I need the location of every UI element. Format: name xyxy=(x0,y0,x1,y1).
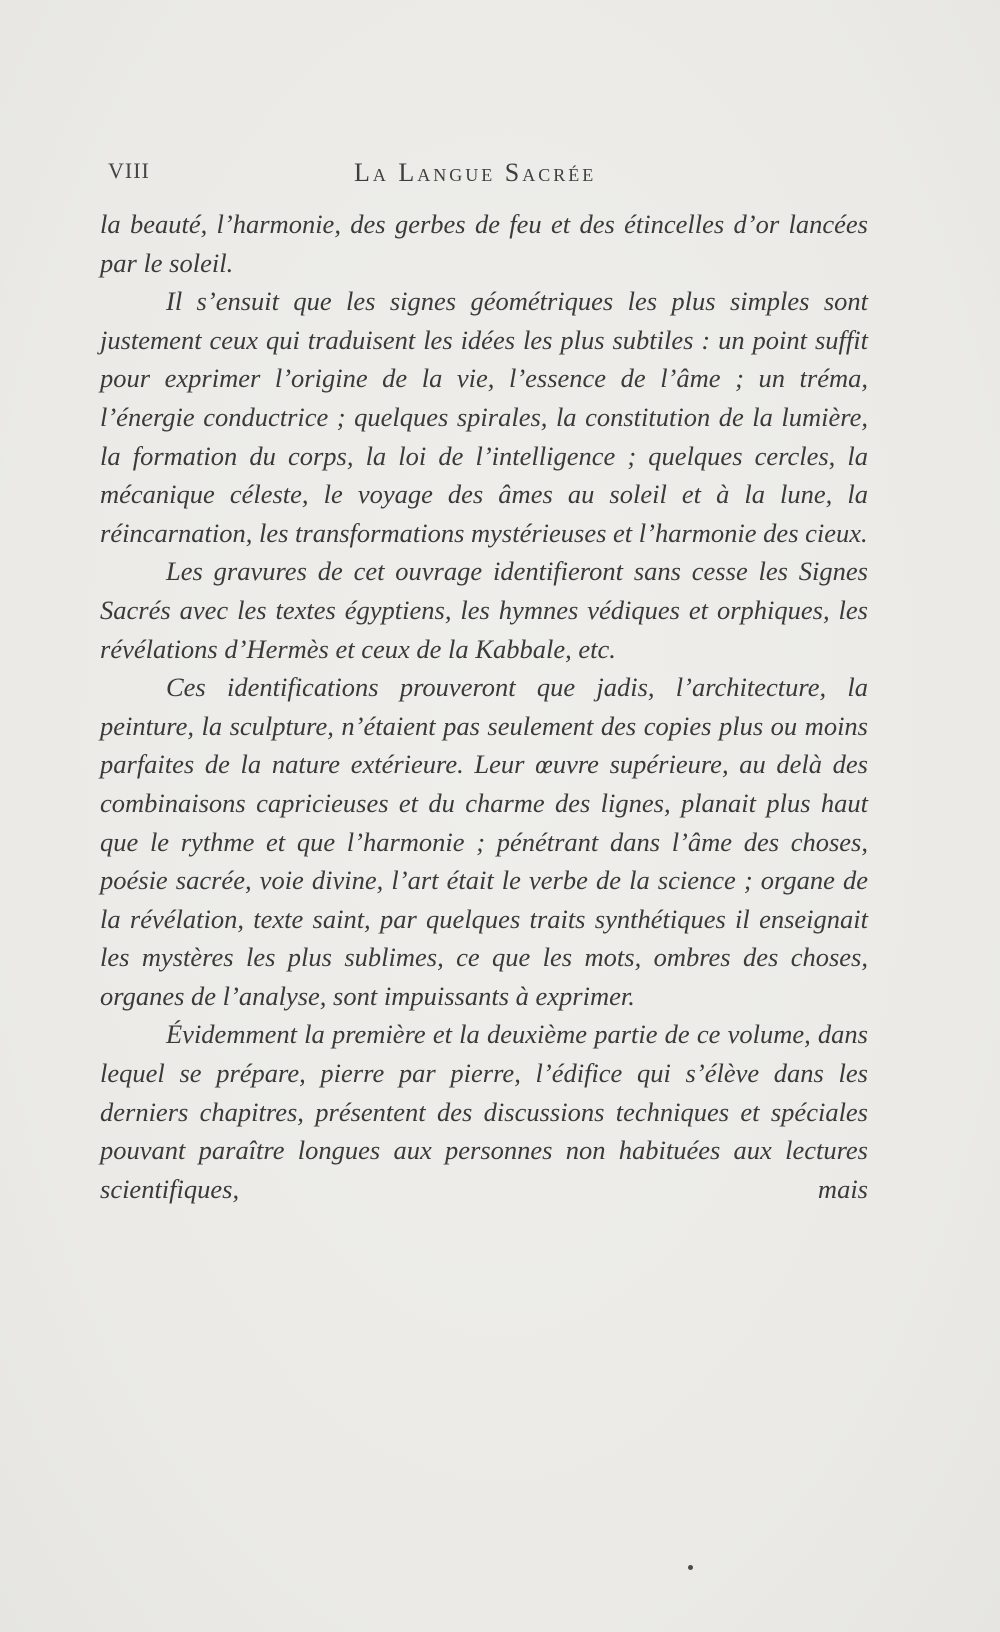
running-title: La Langue Sacrée xyxy=(354,158,597,187)
page-number: VIII xyxy=(108,158,150,183)
paragraph-continued: Évidemment la première et la deuxième partie de ce volume, dans lequel se prépare, pierre par pierre, l’édifice qui s’élève dans les derniers chapitres, présentent des discussions techniques et spéciales pouvant paraître longues aux personnes non habituées aux lectures scientifiques, mais xyxy=(100,1019,868,1204)
paragraph-continuation: la beauté, l’harmonie, des gerbes de feu et des étincelles d’or lancées par le soleil. xyxy=(100,209,868,278)
ink-speck xyxy=(688,1565,693,1570)
paragraph: Ces identifications prouveront que jadis, l’architecture, la peinture, la sculpture, n’étaient pas seulement des copies plus ou moins parfaites de la nature extérieure. Leur œuvre supérieure, au delà des combinaisons capricieuses et du charme des lignes, planait plus haut que le rythme et que l’harmonie ; pénétrant dans l’âme des choses, poésie sacrée, voie divine, l’art était le verbe de la science ; organe de la révélation, texte saint, par quelques traits synthétiques il enseignait les mystères les plus sublimes, ce que les mots, ombres des choses, organes de l’analyse, sont impuissants à exprimer. xyxy=(100,672,868,1011)
body-text xyxy=(100,205,868,1208)
running-head xyxy=(108,158,898,188)
paragraph: Il s’ensuit que les signes géométriques les plus simples sont justement ceux qui traduisent les idées les plus subtiles : un point suffit pour exprimer l’origine de la vie, l’essence de l’âme ; un tréma, l’énergie conductrice ; quelques spirales, la constitution de la lumière, la formation du corps, la loi de l’intelligence ; quelques cercles, la mécanique céleste, le voyage des âmes au soleil et à la lune, la réincarnation, les transformations mystérieuses et l’harmonie des cieux. xyxy=(100,286,868,548)
paragraph: Les gravures de cet ouvrage identifieront sans cesse les Signes Sacrés avec les textes égyptiens, les hymnes védiques et orphiques, les révélations d’Hermès et ceux de la Kabbale, etc. xyxy=(100,556,868,664)
